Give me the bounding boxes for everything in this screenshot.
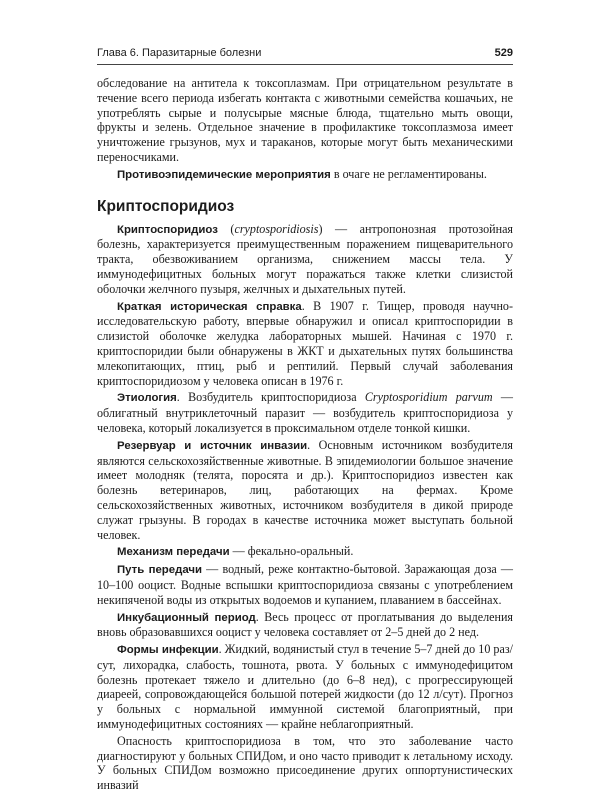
reservoir-text: . Основным источником возбудителя являются сельскохозяйственные животные. В эпидемиологии большое значение имеет молодняк (телята, поросята и др.). Криптоспоридиоз известен как болезнь ветеринаров, лиц, работающих на фермах. Кроме сельскохозяйственных животных, источником возбудителя в дикой природе служат грызуны. В городах в качестве источника может выступать больной человек.: [97, 437, 513, 542]
route-text: — водный, реже контактно-бытовой. Заражающая доза — 10–100 ооцист. Водные вспышки криптоспоридиоза связаны с употреблением некипяченой воды из открытых водоемов и купанием, плаванием в бассейнах.: [97, 562, 513, 607]
mechanism-paragraph: [97, 544, 513, 560]
page-number: 529: [494, 47, 513, 59]
definition-term: Криптоспоридиоз: [117, 223, 218, 236]
incubation-text: . Весь процесс от проглатывания до выделения вновь образовавшихся ооцист у человека составляет от 2–5 дней до 2 нед.: [97, 609, 513, 640]
page-body: [97, 76, 513, 793]
mechanism-label: Механизм передачи: [117, 546, 230, 559]
history-paragraph: [97, 299, 513, 389]
route-label: Путь передачи: [117, 564, 202, 577]
forms-label: Формы инфекции: [117, 644, 219, 657]
reservoir-label: Резервуар и источник инвазии: [117, 439, 308, 452]
history-text: . В 1907 г. Тищер, проводя научно-исследовательскую работу, впервые обнаружил и описал криптоспоридии в слизистой оболочке желудка лабораторных мышей. Начиная с 1970 г. криптоспоридии были обнаружены в ЖКТ и дыхательных путях большинства млекопитающих, птиц, рыб и рептилий. Первый случай заболевания криптоспоридиозом у человека описан в 1976 г.: [97, 298, 513, 388]
etiology-text-after: — облигатный внутриклеточный паразит — возбудитель криптоспоридиоза у человека, который локализуется в проксимальном отделе тонкой кишки.: [97, 390, 513, 435]
header-rule: [97, 64, 513, 65]
definition-paragraph: [97, 222, 513, 297]
etiology-label: Этиология: [117, 392, 177, 405]
forms-text: . Жидкий, водянистый стул в течение 5–7 дней до 10 раз/сут, лихорадка, слабость, тошнота, рвота. У больных с иммунодефицитом болезнь протекает тяжело и длительно (до 6–8 нед), с прогрессирующей диареей, сопровождающейся большой потерей жидкости (до 12 л/сут). Прогноз у больных с нормальной иммунной системой благоприятный, при иммунодефицитных состояниях — крайне неблагоприятный.: [97, 642, 513, 732]
section-heading: Криптоспоридиоз: [97, 197, 235, 215]
antiepidemic-paragraph: [97, 167, 513, 183]
definition-open-paren: (: [217, 221, 235, 236]
running-header: [97, 47, 513, 65]
danger-paragraph: Опасность криптоспоридиоза в том, что это заболевание часто диагностируют у больных СПИДом, и оно часто приводит к летальному исходу. У больных СПИДом возможно присоединение других оппортунистических инвазий: [97, 733, 513, 793]
etiology-text-before: . Возбудитель криптоспоридиоза: [176, 390, 365, 405]
etiology-paragraph: [97, 390, 513, 435]
chapter-title: Глава 6. Паразитарные болезни: [97, 47, 262, 59]
reservoir-paragraph: [97, 438, 513, 543]
definition-text: ) — антропонозная протозойная болезнь, характеризуется преимущественным поражением пищеварительного тракта, обезвоживанием организма, снижением массы тела. У иммунодефицитных больных могут поражаться также клетки слизистой оболочки желчного пузыря, желчных и дыхательных путей.: [97, 221, 513, 296]
incubation-label: Инкубационный период: [117, 611, 256, 624]
route-paragraph: [97, 562, 513, 607]
incubation-paragraph: [97, 610, 513, 641]
history-label: Краткая историческая справка: [117, 300, 302, 313]
intro-paragraph: обследование на антитела к токсоплазмам. При отрицательном результате в течение всего периода избегать контакта с животными семейства кошачьих, не употреблять сырые и полусырые мясные блюда, тщательно мыть овощи, фрукты и зелень. Отдельное значение в профилактике токсоплазмоза имеет уничтожение грызунов, мух и тараканов, которые могут быть механическими переносчиками.: [97, 76, 513, 164]
definition-latin-name: cryptosporidiosis: [234, 221, 319, 236]
antiepidemic-label: Противоэпидемические мероприятия: [117, 168, 331, 181]
mechanism-text: — фекально-оральный.: [229, 544, 354, 559]
forms-paragraph: [97, 642, 513, 732]
antiepidemic-text: в очаге не регламентированы.: [330, 166, 487, 181]
etiology-latin-name: Cryptosporidium parvum: [364, 390, 493, 405]
